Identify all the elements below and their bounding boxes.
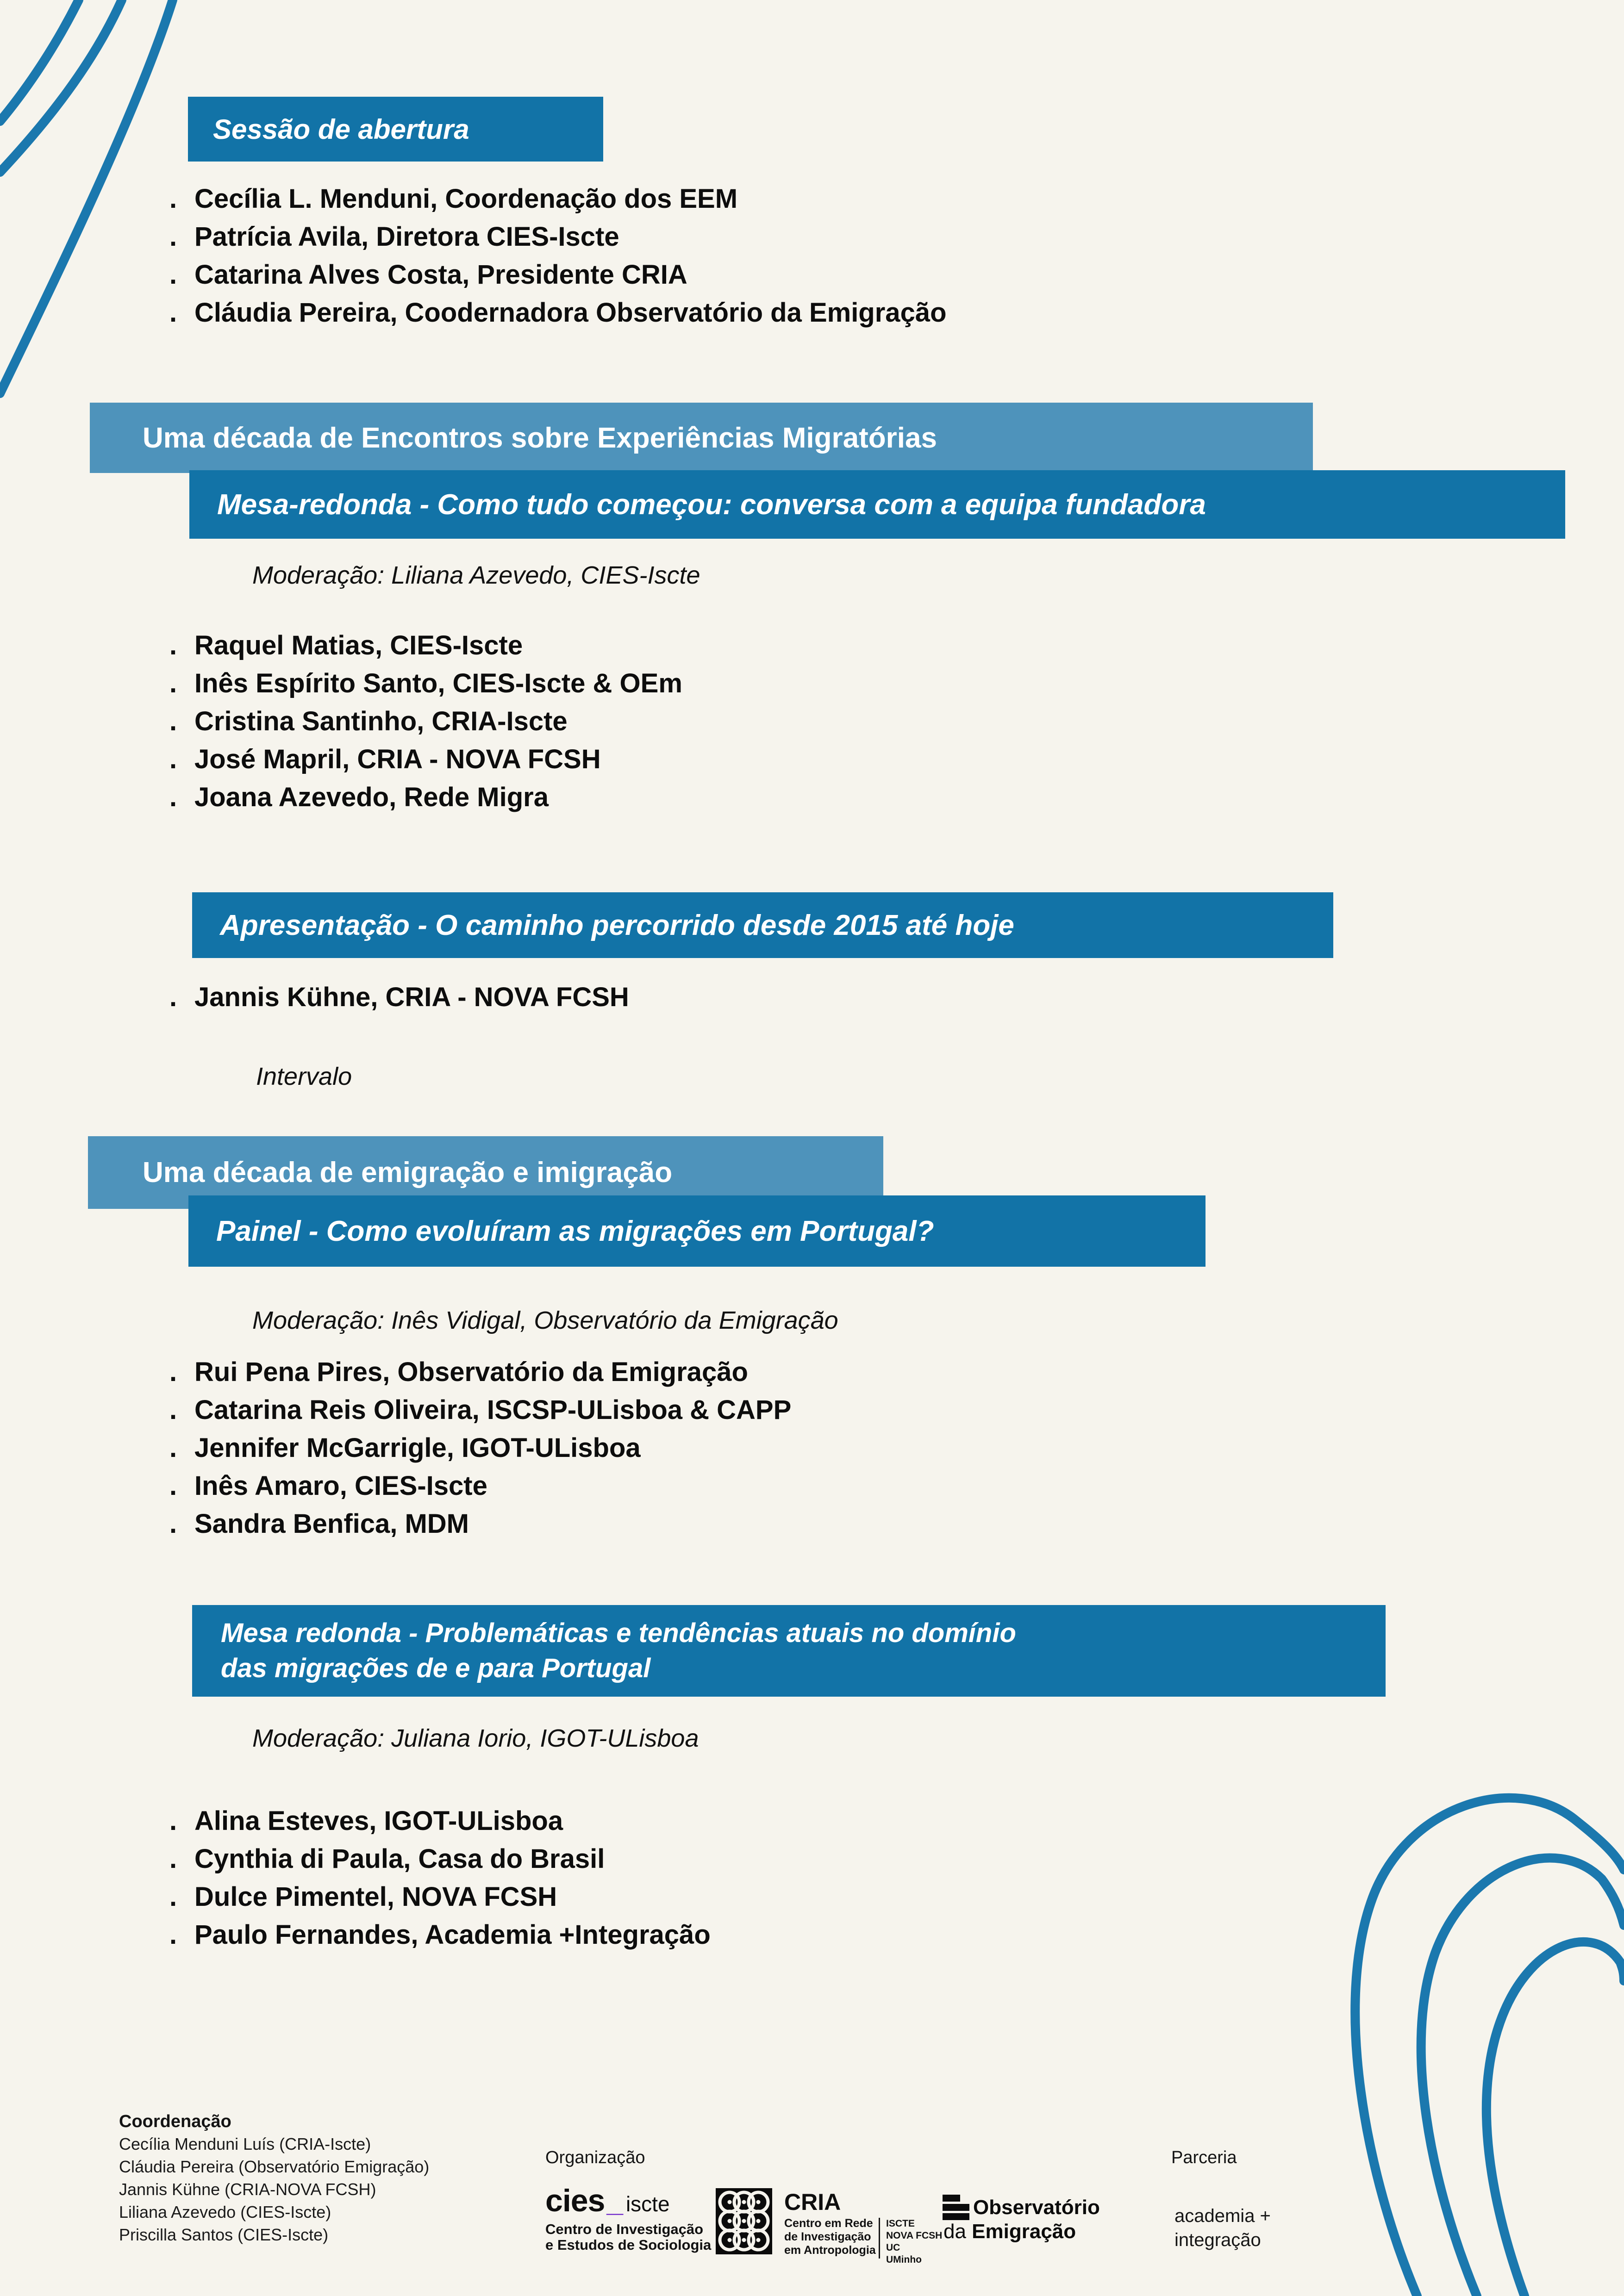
speaker-name: Inês Espírito Santo, CIES-Iscte & OEm [194,668,682,698]
cria-institution: UMinho [886,2254,922,2265]
banner-label: Painel - Como evoluíram as migrações em Portugal? [216,1215,934,1247]
partnership-title: Parceria [1171,2148,1237,2167]
list-item [169,256,947,294]
bullet: . [169,260,177,290]
cies-suffix: iscte [625,2192,670,2216]
cies-underscore: _ [606,2184,623,2218]
moderation-panel: Moderação: Inês Vidigal, Observatório da Emigração [252,1307,838,1334]
speaker-name: Raquel Matias, CIES-Iscte [194,630,523,660]
bar [943,2195,960,2202]
list-item [169,1802,711,1840]
cies-subtitle [545,2221,711,2253]
cies-iscte-logo [545,2183,670,2219]
bullet: . [169,1357,177,1387]
oem-line2-prefix: da [943,2220,972,2243]
roundtable-1-speaker-list [169,627,682,816]
bullet: . [169,222,177,252]
list-item [169,627,682,665]
bullet: . [169,1471,177,1501]
speaker-name: José Mapril, CRIA - NOVA FCSH [194,744,601,774]
partnership-name [1174,2204,1271,2252]
coordination-member: Cecília Menduni Luís (CRIA-Iscte) [119,2134,371,2153]
cria-institution: ISCTE [886,2218,915,2229]
banner-label: Mesa-redonda - Como tudo começou: conversa com a equipa fundadora [217,488,1206,521]
bullet: . [169,1395,177,1425]
banner-label: Uma década de Encontros sobre Experiências Migratórias [143,422,937,454]
corner-arcs-bottom-right-icon [1161,1648,1624,2296]
cria-institution: NOVA FCSH [886,2230,943,2241]
list-item [169,1840,711,1878]
bullet: . [169,630,177,660]
cria-institution: UC [886,2242,900,2253]
moderation-roundtable-2: Moderação: Juliana Iorio, IGOT-ULisboa [252,1724,699,1752]
banner-panel [188,1195,1206,1267]
bullet: . [169,1844,177,1874]
bullet: . [169,744,177,774]
list-item [169,1391,791,1429]
cies-subtitle-line: Centro de Investigação [545,2221,704,2237]
break-label: Intervalo [256,1063,352,1090]
coordination-title: Coordenação [119,2112,231,2131]
cria-logo-text [784,2190,841,2214]
cria-knot-icon [716,2188,772,2254]
oem-line2-bold: Emigração [972,2220,1076,2243]
arc-line [0,0,173,393]
speaker-name: Inês Amaro, CIES-Iscte [194,1471,487,1501]
presentation-speaker-list [169,978,629,1016]
arc-line [1421,1858,1624,2296]
speaker-name: Jannis Kühne, CRIA - NOVA FCSH [194,982,629,1012]
speaker-name: Sandra Benfica, MDM [194,1509,469,1539]
banner-label: Uma década de emigração e imigração [143,1157,673,1188]
organization-title: Organização [545,2148,645,2167]
list-item [169,1353,791,1391]
list-item [169,1916,711,1954]
cria-institution-list [886,2218,942,2266]
banner-decade-encontros [90,403,1313,473]
arc-line [0,0,122,172]
speaker-name: Catarina Alves Costa, Presidente CRIA [194,260,687,290]
banner-label-line1: Mesa redonda - Problemáticas e tendências atuais no domínio [221,1618,1016,1648]
speaker-name: Cláudia Pereira, Coodernadora Observatório da Emigração [194,298,947,328]
bullet: . [169,1433,177,1463]
bullet: . [169,1882,177,1912]
list-item [169,778,682,816]
coordination-member: Jannis Kühne (CRIA-NOVA FCSH) [119,2180,376,2199]
cria-divider [879,2218,880,2259]
speaker-name: Cristina Santinho, CRIA-Iscte [194,706,568,736]
list-item [169,703,682,740]
cria-subtitle [784,2217,876,2257]
cies-subtitle-line: e Estudos de Sociologia [545,2237,712,2253]
bullet: . [169,982,177,1012]
bullet: . [169,1920,177,1950]
list-item [169,294,947,332]
bullet: . [169,1806,177,1836]
oem-wordmark-line1: Observatório [973,2196,1100,2219]
cria-subtitle-line: de Investigação [784,2230,871,2243]
partnership-name-line2: integração [1174,2230,1261,2250]
coordination-member: Liliana Azevedo (CIES-Iscte) [119,2203,331,2221]
bullet: . [169,706,177,736]
roundtable-2-speaker-list [169,1802,711,1954]
speaker-name: Cecília L. Menduni, Coordenação dos EEM [194,184,738,214]
list-item [169,218,947,256]
speaker-name: Paulo Fernandes, Academia +Integração [194,1920,711,1950]
bullet: . [169,782,177,812]
list-item [169,740,682,778]
arc-line [1487,1942,1624,2296]
oem-wordmark-line2 [943,2221,1076,2243]
bullet: . [169,298,177,328]
cria-wordmark: CRIA [784,2189,841,2215]
coordination-member: Cláudia Pereira (Observatório Emigração) [119,2157,430,2176]
banner-label: Sessão de abertura [213,113,469,145]
list-item [169,1429,791,1467]
opening-speaker-list [169,180,947,332]
cies-wordmark: cies [545,2183,605,2218]
list-item [169,180,947,218]
banner-label: Apresentação - O caminho percorrido desde 2015 até hoje [220,909,1014,941]
banner-roundtable-2 [192,1605,1386,1697]
bullet: . [169,1509,177,1539]
banner-label-line2: das migrações de e para Portugal [221,1653,651,1683]
speaker-name: Cynthia di Paula, Casa do Brasil [194,1844,605,1874]
observatorio-emigracao-bars-icon [943,2195,969,2222]
coordination-member: Priscilla Santos (CIES-Iscte) [119,2225,329,2244]
cria-subtitle-line: em Antropologia [784,2244,876,2257]
bar [943,2213,969,2220]
speaker-name: Catarina Reis Oliveira, ISCSP-ULisboa & CAPP [194,1395,792,1425]
list-item [169,1878,711,1916]
speaker-name: Patrícia Avila, Diretora CIES-Iscte [194,222,619,252]
partnership-name-line1: academia + [1174,2206,1271,2226]
speaker-name: Jennifer McGarrigle, IGOT-ULisboa [194,1433,641,1463]
list-item [169,665,682,703]
list-item [169,978,629,1016]
speaker-name: Alina Esteves, IGOT-ULisboa [194,1806,563,1836]
banner-presentation [192,892,1333,958]
coordination-member-list [119,2133,429,2246]
speaker-name: Joana Azevedo, Rede Migra [194,782,549,812]
bullet: . [169,184,177,214]
moderation-roundtable-1: Moderação: Liliana Azevedo, CIES-Iscte [252,561,700,589]
list-item [169,1505,791,1543]
speaker-name: Rui Pena Pires, Observatório da Emigração [194,1357,748,1387]
speaker-name: Dulce Pimentel, NOVA FCSH [194,1882,557,1912]
bar [943,2204,969,2211]
bullet: . [169,668,177,698]
arc-line [1355,1798,1624,2296]
banner-roundtable-1 [189,470,1565,539]
arc-line [0,0,79,121]
banner-opening-session [188,97,603,162]
list-item [169,1467,791,1505]
cria-subtitle-line: Centro em Rede [784,2217,873,2230]
panel-speaker-list [169,1353,791,1543]
